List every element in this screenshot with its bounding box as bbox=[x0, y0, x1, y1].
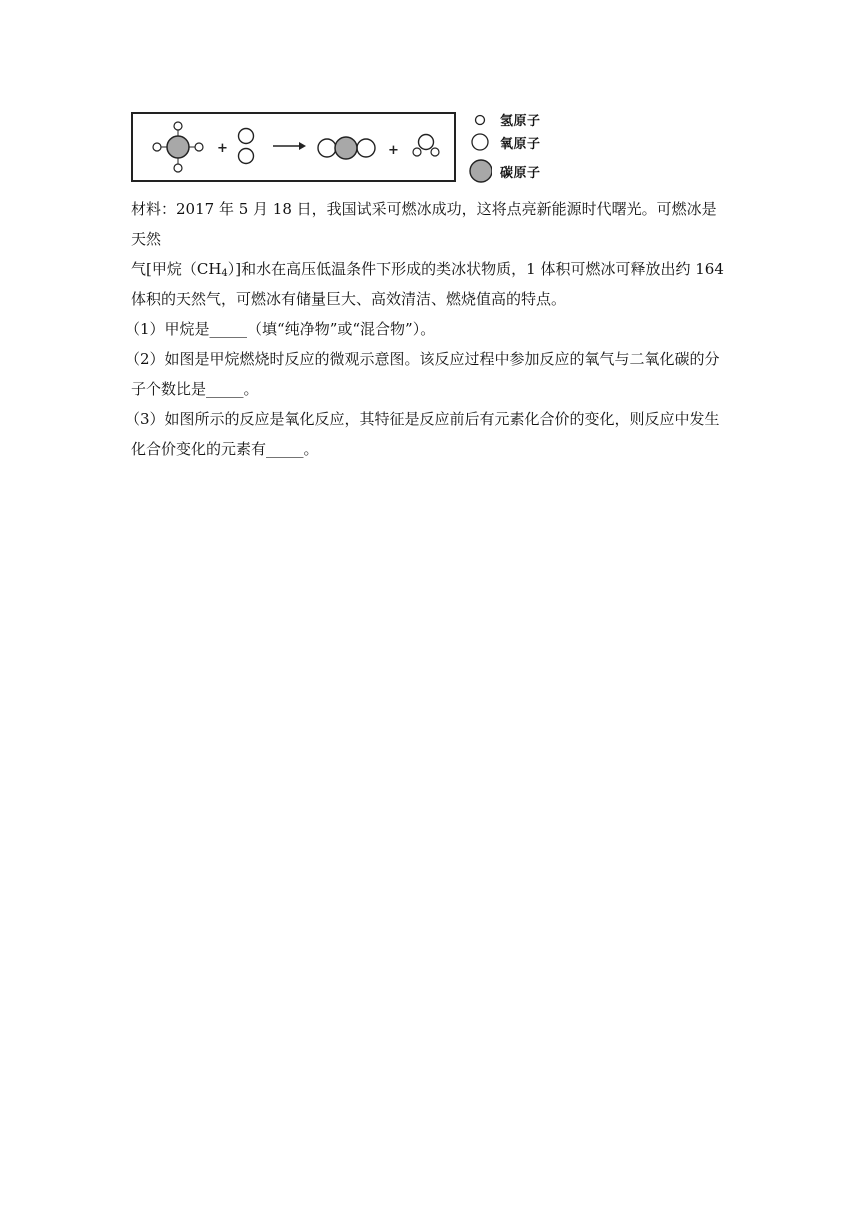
legend-item-hydrogen bbox=[468, 110, 541, 129]
legend-label: 碳原子 bbox=[500, 165, 541, 181]
legend-label: 氢原子 bbox=[500, 114, 541, 129]
hydrogen-atom bbox=[413, 148, 421, 156]
legend-item-carbon bbox=[468, 158, 541, 184]
atom-legend bbox=[468, 108, 578, 188]
carbon-dioxide-molecule bbox=[318, 137, 375, 159]
reaction-diagram-frame bbox=[131, 112, 456, 182]
carbon-atom bbox=[167, 136, 189, 158]
oxygen-atom bbox=[419, 135, 434, 150]
hydrogen-atom bbox=[431, 148, 439, 156]
question-1: （1）甲烷是_____（填“纯净物”或“混合物”）。 bbox=[125, 320, 436, 338]
legend-item-oxygen bbox=[468, 132, 541, 152]
material-line-2 bbox=[131, 254, 731, 284]
oxygen-atom bbox=[239, 149, 254, 164]
reaction-diagram bbox=[133, 114, 454, 180]
carbon-atom-icon bbox=[468, 158, 492, 184]
hydrogen-atom bbox=[195, 143, 203, 151]
plus-sign: + bbox=[217, 141, 228, 156]
material-line-2-start: 气[甲烷（CH bbox=[131, 260, 222, 278]
question-text bbox=[125, 194, 731, 464]
methane-molecule bbox=[153, 122, 203, 172]
plus-sign: + bbox=[388, 143, 399, 158]
legend-label: 氧原子 bbox=[500, 136, 541, 152]
oxygen-atom bbox=[239, 129, 254, 144]
question-2-line-1: （2）如图是甲烷燃烧时反应的微观示意图。该反应过程中参加反应的氧气与二氧化碳的分 bbox=[125, 350, 720, 368]
material-line-1: 材料：2017 年 5 月 18 日，我国试采可燃冰成功，这将点亮新能源时代曙光。可燃冰是天然 bbox=[131, 200, 717, 248]
carbon-atom bbox=[335, 137, 357, 159]
water-molecule bbox=[413, 135, 439, 157]
hydrogen-atom-icon bbox=[468, 113, 492, 127]
oxygen-molecule bbox=[239, 129, 254, 164]
question-3-line-1: （3）如图所示的反应是氧化反应，其特征是反应前后有元素化合价的变化，则反应中发生 bbox=[125, 410, 720, 428]
question-3-line-2: 化合价变化的元素有_____。 bbox=[131, 440, 319, 458]
oxygen-atom bbox=[318, 139, 336, 157]
hydrogen-atom bbox=[174, 122, 182, 130]
oxygen-atom bbox=[357, 139, 375, 157]
material-line-3: 体积的天然气，可燃冰有储量巨大、高效清洁、燃烧值高的特点。 bbox=[131, 290, 567, 308]
subscript-4: 4 bbox=[221, 268, 228, 279]
oxygen-atom-icon bbox=[468, 132, 492, 152]
hydrogen-atom bbox=[153, 143, 161, 151]
reaction-arrow bbox=[273, 142, 306, 150]
material-line-2-end: ）]和水在高压低温条件下形成的类冰状物质，1 体积可燃冰可释放出约 164 bbox=[227, 260, 724, 278]
hydrogen-atom bbox=[174, 164, 182, 172]
question-2-line-2: 子个数比是_____。 bbox=[131, 380, 259, 398]
